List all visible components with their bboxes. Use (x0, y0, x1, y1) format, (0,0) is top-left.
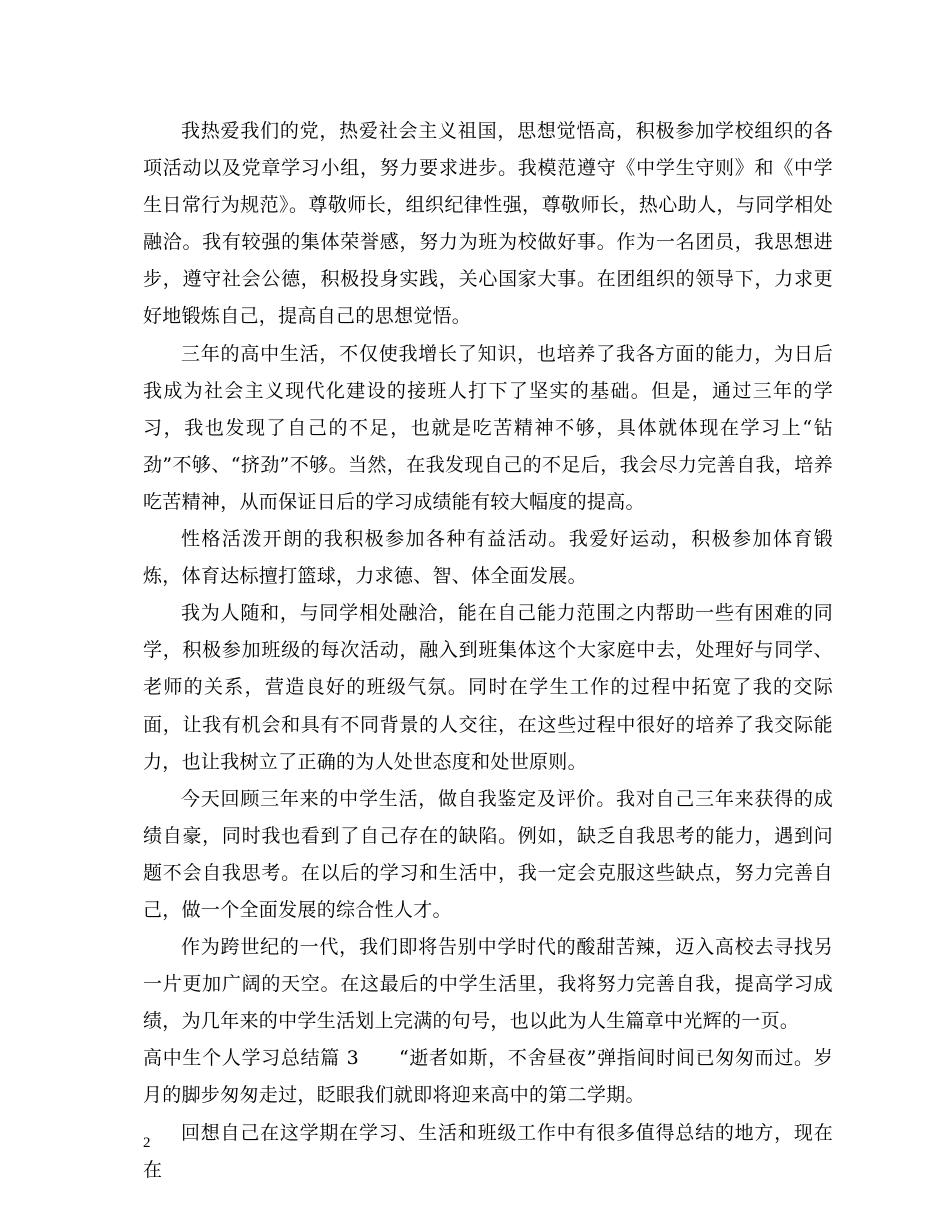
paragraph-1: 我热爱我们的党，热爱社会主义祖国，思想觉悟高，积极参加学校组织的各项活动以及党章学习小组，努力要求进步。我模范遵守《中学生守则》和《中学生日常行为规范》。尊敬师长，组织纪律性强，尊敬师长，热心助人，与同学相处融洽。我有较强的集体荣誉感，努力为班为校做好事。作为一名团员，我思想进步，遵守社会公德，积极投身实践，关心国家大事。在团组织的领导下，力求更好地锻炼自己，提高自己的思想觉悟。 (143, 120, 833, 328)
paragraph-5: 今天回顾三年来的中学生活，做自我鉴定及评价。我对自己三年来获得的成绩自豪，同时我也看到了自己存在的缺陷。例如，缺乏自我思考的能力，遇到问题不会自我思考。在以后的学习和生活中，我一定会克服这些缺点，努力完善自己，做一个全面发展的综合性人才。 (143, 787, 833, 921)
paragraph-6: 作为跨世纪的一代，我们即将告别中学时代的酸甜苦辣，迈入高校去寻找另一片更加广阔的天空。在这最后的中学生活里，我将努力完善自我，提高学习成绩，为几年来的中学生活划上完满的句号，也以此为人生篇章中光辉的一页。 (143, 936, 833, 1033)
section-paragraph (143, 1040, 833, 1114)
paragraph-3: 性格活泼开朗的我积极参加各种有益活动。我爱好运动，积极参加体育锻炼，体育达标擅打篮球，力求德、智、体全面发展。 (143, 528, 833, 588)
paragraph-last: 回想自己在这学期在学习、生活和班级工作中有很多值得总结的地方，现在在 (143, 1121, 833, 1181)
section-heading: 高中生个人学习总结篇 3 (143, 1047, 360, 1070)
body-text (143, 113, 833, 1189)
paragraph-4: 我为人随和，与同学相处融洽，能在自己能力范围之内帮助一些有困难的同学，积极参加班级的每次活动，融入到班集体这个大家庭中去，处理好与同学、老师的关系，营造良好的班级气氛。同时在学生工作的过程中拓宽了我的交际面，让我有机会和具有不同背景的人交往，在这些过程中很好的培养了我交际能力，也让我树立了正确的为人处世态度和处世原则。 (143, 602, 833, 773)
page-number: 2 (143, 1135, 151, 1151)
paragraph-2: 三年的高中生活，不仅使我增长了知识，也培养了我各方面的能力，为日后我成为社会主义现代化建设的接班人打下了坚实的基础。但是，通过三年的学习，我也发现了自己的不足，也就是吃苦精神不够，具体就体现在学习上“钻劲”不够、“挤劲”不够。当然，在我发现自己的不足后，我会尽力完善自我，培养吃苦精神，从而保证日后的学习成绩能有较大幅度的提高。 (143, 342, 833, 513)
section-first-text: “逝者如斯，不舍昼夜”弹指间时间已匆匆而过。岁月的脚步匆匆走过，眨眼我们就即将迎来高中的第二学期。 (143, 1047, 833, 1107)
